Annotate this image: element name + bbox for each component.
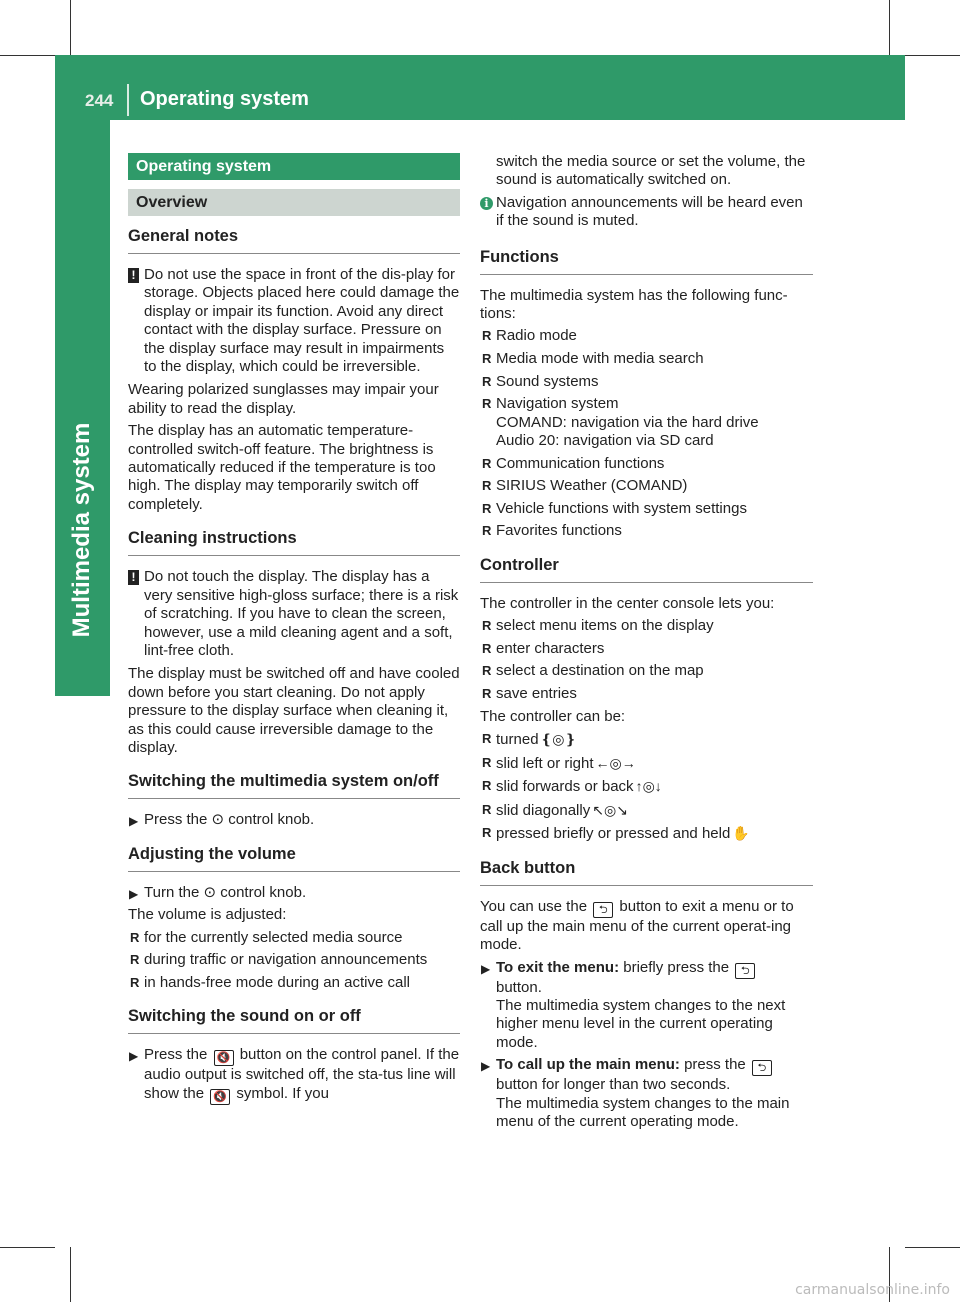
- paragraph: switch the media source or set the volume, the sound is automatically switched on.: [496, 153, 806, 189]
- crop-mark: [70, 1247, 71, 1302]
- paragraph: The display must be switched off and have cooled down before you start cleaning. Do not apply pressure to the display surface when cleaning it, as this could cause irreversible damage to the display.: [128, 665, 460, 756]
- warning-text: Do not use the space in front of the dis-play for storage. Objects placed here could damage the display or impair its function. Avoid any direct contact with the display surface. Pressure on the display surface may result in impairments to the display, which could be irreversible.: [144, 266, 460, 376]
- warning-note: [128, 266, 460, 376]
- side-tab-label: Multimedia system: [68, 422, 95, 638]
- crop-mark: [0, 1247, 55, 1248]
- exclamation-icon: !: [128, 570, 139, 585]
- press-icon: ✋: [732, 825, 750, 842]
- volume-heading: Adjusting the volume: [128, 844, 460, 872]
- mute-icon: 🔇: [214, 1050, 234, 1066]
- paragraph: The multimedia system has the following func-tions:: [480, 286, 788, 323]
- crop-mark: [889, 0, 890, 55]
- crop-mark: [0, 55, 55, 56]
- list-item: R Vehicle functions with system settings: [482, 499, 747, 517]
- right-column: [480, 153, 813, 1135]
- info-icon: i: [480, 197, 493, 210]
- crop-mark: [70, 0, 71, 55]
- instruction-step: ▶ To call up the main menu: press the ⮌ button for longer than two seconds. The multimedia system changes to the main menu of the current operating mode.: [481, 1056, 790, 1131]
- section-title: Operating system: [128, 153, 460, 180]
- warning-text: Do not touch the display. The display has a very sensitive high-gloss surface; there is a risk of scratching. If you have to clean the screen, however, use a mild cleaning agent and a soft, lint-free cloth.: [144, 568, 459, 659]
- controller-list: [480, 617, 813, 703]
- page-title: Operating system: [140, 88, 309, 110]
- instruction-step: ▶ Press the ⊙ control knob.: [128, 811, 460, 829]
- slide-left-right-icon: ←◎→: [595, 754, 636, 771]
- turn-icon: ❴◎❵: [540, 731, 577, 747]
- list-item: R enter characters: [482, 639, 605, 657]
- slide-diagonal-icon: ↖◎↘: [592, 801, 628, 818]
- arrow-icon: ▶: [481, 1059, 491, 1074]
- arrow-icon: ▶: [481, 961, 491, 976]
- instruction-step: ▶ Press the 🔇 button on the control panel. If the audio output is switched off, the sta-tus line will show the 🔇 symbol. If you: [129, 1046, 460, 1103]
- list-item: R slid left or right ←◎→: [482, 754, 636, 772]
- general-notes-heading: General notes: [128, 226, 460, 254]
- list-item: R select menu items on the display: [482, 617, 714, 635]
- back-button-heading: Back button: [480, 858, 813, 886]
- arrow-icon: ▶: [129, 1049, 139, 1064]
- paragraph: The volume is adjusted:: [128, 906, 287, 924]
- list-item: R in hands-free mode during an active call: [130, 973, 410, 991]
- list-item: R Navigation system COMAND: navigation via the hard drive Audio 20: navigation via SD card: [482, 395, 759, 450]
- info-text: Navigation announcements will be heard even if the sound is muted.: [496, 193, 803, 230]
- left-column: [128, 153, 460, 1109]
- watermark: carmanualsonline.info: [795, 1282, 950, 1298]
- back-icon: ⮌: [593, 902, 613, 918]
- cleaning-heading: Cleaning instructions: [128, 528, 460, 556]
- list-item: R Sound systems: [482, 372, 599, 390]
- functions-list: [480, 327, 813, 540]
- page-number: 244: [85, 91, 114, 110]
- on-knob-icon: ⊙: [203, 883, 217, 901]
- paragraph: The controller in the center console lets you:: [480, 594, 775, 612]
- list-item: R for the currently selected media source: [130, 928, 403, 946]
- list-item: R Media mode with media search: [482, 350, 704, 368]
- back-icon: ⮌: [752, 1060, 772, 1076]
- paragraph: Wearing polarized sunglasses may impair your ability to read the display.: [128, 381, 439, 417]
- paragraph: You can use the ⮌ button to exit a menu or to call up the main menu of the current operat-ing mode.: [480, 897, 794, 954]
- volume-list: [128, 929, 460, 993]
- on-knob-icon: ⊙: [211, 811, 225, 829]
- arrow-icon: ▶: [129, 886, 139, 901]
- arrow-icon: ▶: [129, 814, 139, 829]
- list-item: R Favorites functions: [482, 522, 622, 540]
- paragraph: The display has an automatic temperature-controlled switch-off feature. The brightness is automatically reduced if the temperature is too high. The display may temporarily switch off completely.: [128, 422, 436, 513]
- list-item: R SIRIUS Weather (COMAND): [482, 477, 688, 495]
- back-icon: ⮌: [735, 963, 755, 979]
- controller-heading: Controller: [480, 555, 813, 583]
- list-item: R turned ❴◎❵: [482, 731, 577, 748]
- list-item: R select a destination on the map: [482, 662, 704, 680]
- warning-note: [128, 568, 460, 660]
- sound-heading: Switching the sound on or off: [128, 1006, 460, 1034]
- subsection-title: Overview: [128, 189, 460, 216]
- paragraph: The controller can be:: [480, 707, 626, 725]
- header-divider: [127, 84, 129, 116]
- exclamation-icon: !: [128, 268, 139, 283]
- mute-icon: 🔇: [210, 1089, 230, 1105]
- list-item: R slid diagonally ↖◎↘: [482, 801, 628, 819]
- list-item: R save entries: [482, 685, 577, 702]
- list-item: R Communication functions: [482, 454, 665, 472]
- instruction-step: ▶ Turn the ⊙ control knob.: [128, 884, 460, 902]
- crop-mark: [905, 55, 960, 56]
- list-item: R slid forwards or back ↑◎↓: [482, 778, 662, 796]
- list-item: R Radio mode: [482, 327, 577, 345]
- functions-heading: Functions: [480, 247, 813, 275]
- controller-moves-list: [480, 730, 813, 844]
- list-item: R pressed briefly or pressed and held ✋: [482, 825, 750, 843]
- instruction-step: ▶ To exit the menu: briefly press the ⮌ button. The multimedia system changes to the next higher menu level in the current operating mode.: [481, 958, 786, 1051]
- switching-heading: Switching the multimedia system on/off: [128, 771, 460, 799]
- list-item: R during traffic or navigation announcements: [130, 951, 428, 969]
- crop-mark: [905, 1247, 960, 1248]
- slide-forward-back-icon: ↑◎↓: [635, 778, 662, 795]
- info-note: [480, 194, 813, 231]
